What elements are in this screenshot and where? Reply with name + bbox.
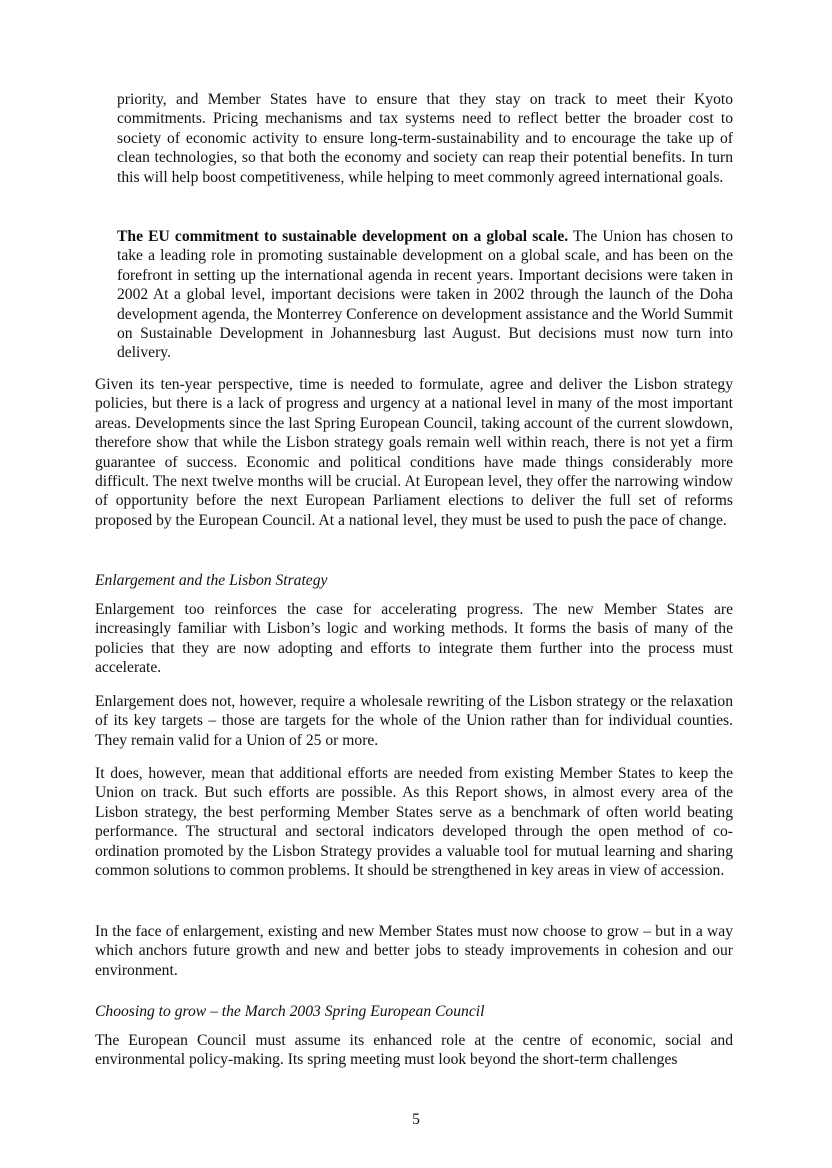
paragraph-body: The Union has chosen to take a leading role in promoting sustainable development on a global scale, and has been on the forefront in setting up the international agenda in recent years. Important decisions were taken in 2002 At a global level, important decisions were taken in 2002 through the launch of the Doha development agenda, the Monterrey Conference on development assistance and the World Summit on Sustainable Development in Johannesburg last August. But decisions must now turn into delivery. [117,228,733,362]
page-number: 5 [412,1111,420,1128]
paragraph-lead-heading: The EU commitment to sustainable development on a global scale. [117,228,569,245]
paragraph-global-sustainable-development [117,227,733,363]
paragraph-choose-to-grow: In the face of enlargement, existing and new Member States must now choose to grow – but in a way which anchors future growth and new and better jobs to steady improvements in cohesion and our environment. [95,923,733,979]
paragraph-ten-year-perspective: Given its ten-year perspective, time is needed to formulate, agree and deliver the Lisbon strategy policies, but there is a lack of progress and urgency at a national level in many of the most important areas. Developments since the last Spring European Council, taking account of the current slowdown, therefore show that while the Lisbon strategy goals remain well within reach, there is not yet a firm guarantee of success. Economic and political conditions have made things considerably more difficult. The next twelve months will be crucial. At European level, they offer the narrowing window of opportunity before the next European Parliament elections to deliver the full set of reforms proposed by the European Council. At a national level, they must be used to push the pace of change. [95,376,733,529]
paragraph-european-council-role: The European Council must assume its enhanced role at the centre of economic, social and environmental policy-making. Its spring meeting must look beyond the short-term challenges [95,1032,733,1069]
section-heading-spring-council: Choosing to grow – the March 2003 Spring European Council [95,1003,485,1020]
paragraph-additional-efforts: It does, however, mean that additional efforts are needed from existing Member States to keep the Union on track. But such efforts are possible. As this Report shows, in almost every area of the Lisbon strategy, the best performing Member States serve as a benchmark of often world beating performance. The structural and sectoral indicators developed through the open method of co-ordination promoted by the Lisbon Strategy provides a valuable tool for mutual learning and sharing common solutions to common problems. It should be strengthened in key areas in view of accession. [95,765,733,880]
paragraph-enlargement-progress: Enlargement too reinforces the case for accelerating progress. The new Member States are increasingly familiar with Lisbon’s logic and working methods. It forms the basis of many of the policies that they are now adopting and efforts to integrate them further into the process must accelerate. [95,601,733,677]
paragraph-kyoto-commitments: priority, and Member States have to ensure that they stay on track to meet their Kyoto commitments. Pricing mechanisms and tax systems need to reflect better the broader cost to society of economic activity to ensure long-term-sustainability and to encourage the take up of clean technologies, so that both the economy and society can reap their potential benefits. In turn this will help boost competitiveness, while helping to meet commonly agreed international goals. [117,91,733,186]
section-heading-enlargement: Enlargement and the Lisbon Strategy [95,572,328,589]
paragraph-enlargement-targets: Enlargement does not, however, require a wholesale rewriting of the Lisbon strategy or the relaxation of its key targets – those are targets for the whole of the Union rather than for individual counties. They remain valid for a Union of 25 or more. [95,693,733,749]
